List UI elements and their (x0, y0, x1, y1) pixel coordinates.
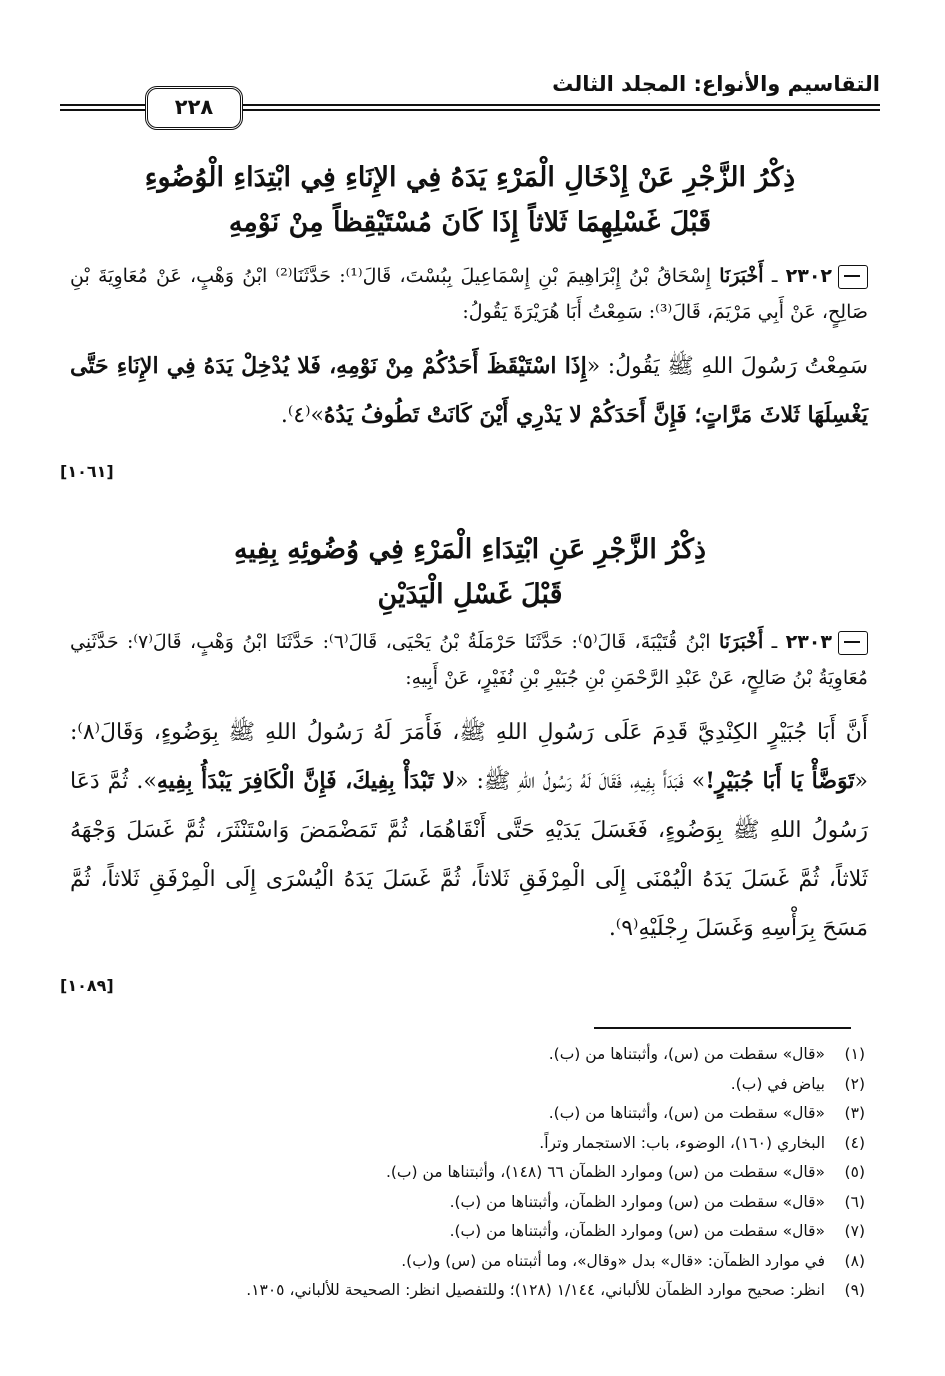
hadith-number: ٢٣٠٢ (785, 265, 833, 287)
footnote-number: (٣) (844, 1104, 865, 1122)
hadith-number: ٢٣٠٣ (785, 631, 832, 653)
footnote-item (65, 1217, 865, 1247)
matn-paragraph (70, 708, 868, 953)
footnote-item (65, 1070, 865, 1100)
matn-end: »⁽٤⁾. (280, 403, 324, 428)
hadith-text: إِذَا اسْتَيْقَظَ أَحَدُكُمْ مِنْ نَوْمِهِ، فَلا يُدْخِلْ يَدَهُ فِي الإِنَاءِ حَتَّى يَغْسِلَهَا ثَلاثَ مَرَّاتٍ؛ فَإِنَّ أَحَدَكُمْ لا يَدْرِي أَيْنَ كَانَتْ تَطُوفُ يَدُهُ (70, 353, 868, 428)
akhbarana-label: أَخْبَرَنَا (718, 631, 764, 653)
footnote-number: (٥) (844, 1163, 865, 1181)
footnote-item (65, 1276, 865, 1306)
chapter-heading-line: قَبْلَ غَسْلِ الْيَدَيْنِ (377, 579, 563, 610)
footnote-text: في موارد الظمآن: «قال» بدل «وقال»، وما أثبتناه من (س) و(ب). (401, 1251, 825, 1270)
footnote-number: (٨) (844, 1251, 865, 1270)
matn-intro: سَمِعْتُ رَسُولَ اللهِ ﷺ يَقُولُ: « (586, 354, 869, 379)
footnote-number: (١) (844, 1045, 865, 1063)
hadith-reference: [١٠٦١] (60, 462, 114, 481)
footnote-item (65, 1158, 865, 1188)
running-title: التقاسيم والأنواع: المجلد الثالث (542, 72, 880, 96)
footnote-number: (٧) (844, 1222, 865, 1240)
chapter-heading (60, 527, 880, 617)
hadith-marker-icon (838, 265, 868, 289)
footnote-separator (594, 1027, 851, 1029)
footnote-text: «قال» سقطت من (س) وموارد الظمآن، وأثبتناها من (ب). (449, 1222, 825, 1240)
footnote-number: (٢) (844, 1074, 865, 1093)
matn-text: أَنَّ أَبَا جُبَيْرٍ الكِنْدِيَّ قَدِمَ عَلَى رَسُولِ اللهِ ﷺ، فَأَمَرَ لَهُ رَسُولُ اللهِ ﷺ بِوَضُوءٍ، وَقَالَ⁽٨⁾: « (70, 720, 868, 794)
isnad-paragraph: ٢٣٠٢ ـ أَخْبَرَنَا إِسْحَاقُ بْنُ إِبْرَاهِيمَ بْنِ إِسْمَاعِيلَ بِبُسْتَ، قَالَ⁽¹⁾: حَدَّثَنَا⁽²⁾ ابْنُ وَهْبٍ، عَنْ مُعَاوِيَةَ بْنِ صَالِحٍ، عَنْ أَبِي مَرْيَمَ، قَالَ⁽³⁾: سَمِعْتُ أَبَا هُرَيْرَةَ يَقُولُ: (70, 265, 868, 323)
isnad-text: إِسْحَاقُ بْنُ إِبْرَاهِيمَ بْنِ إِسْمَاعِيلَ بِبُسْتَ، قَالَ⁽¹⁾: حَدَّثَنَا⁽²⁾ ابْنُ وَهْبٍ، عَنْ مُعَاوِيَةَ بْنِ صَالِحٍ، عَنْ أَبِي مَرْيَمَ، قَالَ⁽³⁾: سَمِعْتُ أَبَا هُرَيْرَةَ يَقُولُ: (70, 265, 868, 323)
matn-paragraph (70, 342, 868, 440)
footnote-number: (٦) (844, 1192, 865, 1211)
matn-text: » فَبَدَأَ بِفِيهِ، فَقَالَ لَهُ رَسُولُ اللهِ ﷺ: « (455, 769, 706, 794)
footnote-text: «قال» سقطت من (س)، وأثبتناها من (ب). (548, 1045, 825, 1063)
footnote-number: (٤) (844, 1133, 865, 1152)
footnote-item (65, 1188, 865, 1218)
chapter-heading-line: قَبْلَ غَسْلِهِمَا ثَلاثاً إِذَا كَانَ مُسْتَيْقِظاً مِنْ نَوْمِهِ (228, 207, 712, 238)
hadith-text: تَوَضَّأْ يَا أَبَا جُبَيْرٍ! (705, 768, 855, 794)
footnote-text: بياض في (ب). (730, 1074, 825, 1093)
footnote-text: «قال» سقطت من (س)، وأثبتناها من (ب). (548, 1104, 825, 1122)
isnad-paragraph: ٢٣٠٣ ـ أَخْبَرَنَا ابْنُ قُتَيْبَةَ، قَالَ⁽٥⁾: حَدَّثَنَا حَرْمَلَةُ بْنُ يَحْيَى، قَالَ⁽٦⁾: حَدَّثَنَا ابْنُ وَهْبٍ، قَالَ⁽٧⁾: حَدَّثَنِي مُعَاوِيَةُ بْنُ صَالِحٍ، عَنْ عَبْدِ الرَّحْمَنِ بْنِ جُبَيْرِ بْنِ نُفَيْرٍ، عَنْ أَبِيهِ: (70, 631, 868, 689)
isnad-text: ابْنُ قُتَيْبَةَ، قَالَ⁽٥⁾: حَدَّثَنَا حَرْمَلَةُ بْنُ يَحْيَى، قَالَ⁽٦⁾: حَدَّثَنَا ابْنُ وَهْبٍ، قَالَ⁽٧⁾: حَدَّثَنِي مُعَاوِيَةُ بْنُ صَالِحٍ، عَنْ عَبْدِ الرَّحْمَنِ بْنِ جُبَيْرِ بْنِ نُفَيْرٍ، عَنْ أَبِيهِ: (70, 631, 868, 689)
chapter-heading-line: ذِكْرُ الزَّجْرِ عَنِ ابْتِدَاءِ الْمَرْءِ فِي وُضُوئِهِ بِفِيهِ (233, 534, 707, 565)
footnote-text: «قال» سقطت من (س) وموارد الظمآن ٦٦ (١٤٨)، وأثبتناها من (ب). (385, 1163, 825, 1181)
footnote-item (65, 1129, 865, 1159)
page-number: ٢٢٨ (145, 86, 243, 130)
footnote-number: (٩) (844, 1281, 865, 1299)
akhbarana-label: أَخْبَرَنَا (719, 265, 764, 287)
hadith-text: لا تَبْدَأْ بِفِيكَ، فَإِنَّ الْكَافِرَ يَبْدَأُ بِفِيهِ (156, 768, 456, 794)
footnote-text: البخاري (١٦٠)، الوضوء، باب: الاستجمار وتراً. (539, 1133, 825, 1152)
hadith-marker-icon (838, 631, 868, 655)
footnote-item (65, 1247, 865, 1277)
footnote-item (65, 1099, 865, 1129)
footnotes-list (65, 1040, 865, 1306)
footnote-text: «قال» سقطت من (س) وموارد الظمآن، وأثبتناها من (ب). (449, 1192, 825, 1211)
chapter-heading-line: ذِكْرُ الزَّجْرِ عَنْ إِدْخَالِ الْمَرْءِ يَدَهُ فِي الإِنَاءِ فِي ابْتِدَاءِ الْوُضُوءِ (144, 162, 796, 193)
matn-text: ». ثُمَّ دَعَا رَسُولُ اللهِ ﷺ بِوَضُوءٍ، فَغَسَلَ يَدَيْهِ حَتَّى أَنْقَاهُمَا، ثُمَّ تَمَضْمَضَ وَاسْتَنْثَرَ، ثُمَّ غَسَلَ وَجْهَهُ ثَلاثاً، ثُمَّ غَسَلَ يَدَهُ الْيُمْنَى إِلَى الْمِرْفَقِ ثَلاثاً، ثُمَّ غَسَلَ يَدَهُ الْيُسْرَى إِلَى الْمِرْفَقِ ثَلاثاً، ثُمَّ مَسَحَ بِرَأْسِهِ وَغَسَلَ رِجْلَيْهِ⁽٩⁾. (70, 769, 868, 941)
chapter-heading (60, 155, 880, 245)
footnote-text: انظر: صحيح موارد الظمآن للألباني، ١/١٤٤ (١٢٨)؛ وللتفصيل انظر: الصحيحة للألباني، ١٣٠٥. (246, 1281, 825, 1299)
footnote-item (65, 1040, 865, 1070)
running-header (60, 68, 880, 128)
hadith-reference: [١٠٨٩] (60, 976, 114, 995)
